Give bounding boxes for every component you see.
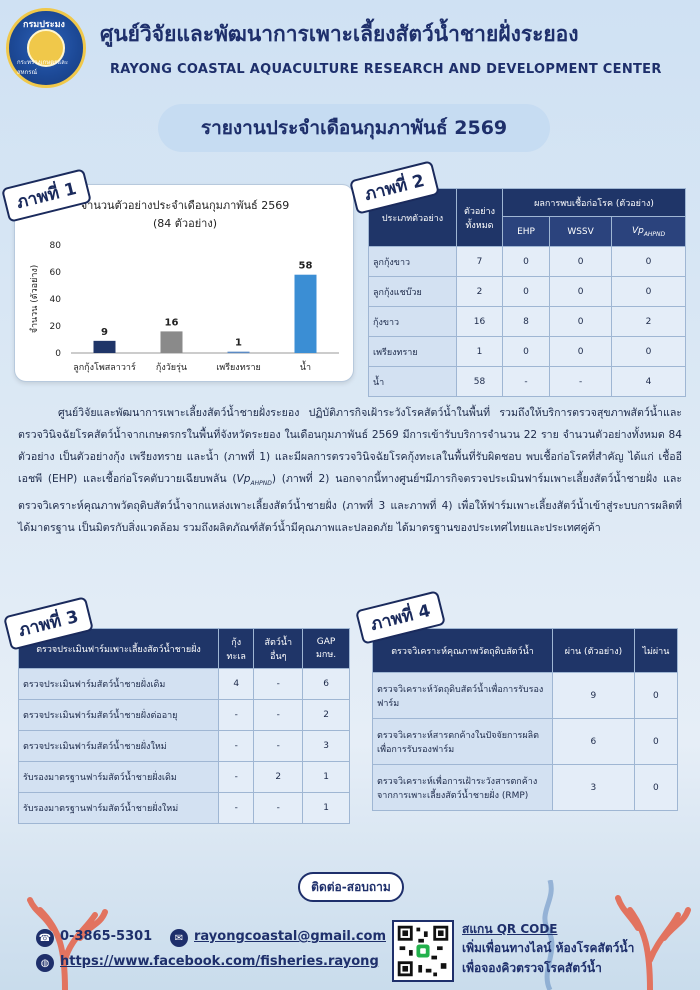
bar-chart bbox=[15, 185, 355, 383]
cell-activity: ตรวจวิเคราะห์สารตกค้างในปัจจัยการผลิตเพื่อการรับรองฟาร์ม bbox=[373, 719, 553, 765]
paragraph-vp-sub: AHPND bbox=[250, 480, 272, 488]
col-ehp: EHP bbox=[503, 217, 550, 247]
summary-paragraph bbox=[18, 402, 682, 539]
cell-pass: 9 bbox=[553, 673, 635, 719]
cell-fail: 0 bbox=[634, 765, 677, 811]
table-row bbox=[369, 337, 686, 367]
table-row bbox=[369, 367, 686, 397]
cell-shrimp: - bbox=[219, 700, 254, 731]
table-row bbox=[19, 793, 350, 824]
bar bbox=[228, 352, 250, 354]
globe-icon: ◍ bbox=[36, 954, 54, 972]
col-inspection-activity: ตรวจประเมินฟาร์มเพาะเลี้ยงสัตว์น้ำชายฝั่ง bbox=[19, 629, 219, 669]
phone-icon: ☎ bbox=[36, 929, 54, 947]
table-row bbox=[19, 731, 350, 762]
coral-decoration-right bbox=[600, 830, 700, 990]
col-other-aquatic: สัตว์น้ำอื่นๆ bbox=[254, 629, 303, 669]
email-icon: ✉ bbox=[170, 929, 188, 947]
cell-shrimp: 4 bbox=[219, 669, 254, 700]
raw-material-analysis-table bbox=[372, 628, 678, 811]
phone-number[interactable]: 0-3865-5301 bbox=[60, 929, 153, 944]
bar bbox=[161, 331, 183, 353]
cell-sample-type: ลูกกุ้งแชบ๊วย bbox=[369, 277, 457, 307]
department-logo bbox=[6, 8, 86, 88]
cell-pass: 6 bbox=[553, 719, 635, 765]
cell-ehp: 0 bbox=[503, 277, 550, 307]
cell-fail: 0 bbox=[634, 719, 677, 765]
x-tick-label: ลูกกุ้งโพสลาวาร์ bbox=[73, 363, 136, 373]
cell-sample-type: น้ำ bbox=[369, 367, 457, 397]
center-title-thai: ศูนย์วิจัยและพัฒนาการเพาะเลี้ยงสัตว์น้ำชายฝั่งระยอง bbox=[100, 22, 579, 46]
cell-vp: 2 bbox=[612, 307, 686, 337]
cell-vp: 0 bbox=[612, 247, 686, 277]
table-row bbox=[373, 673, 678, 719]
cell-pass: 3 bbox=[553, 765, 635, 811]
email-link[interactable]: rayongcoastal@gmail.com bbox=[194, 929, 386, 944]
data-label: 9 bbox=[101, 326, 108, 338]
center-title-english: RAYONG COASTAL AQUACULTURE RESEARCH AND DEVELOPMENT CENTER bbox=[110, 62, 662, 77]
cell-activity: ตรวจประเมินฟาร์มสัตว์น้ำชายฝั่งใหม่ bbox=[19, 731, 219, 762]
col-sample-type: ประเภทตัวอย่าง bbox=[369, 189, 457, 247]
table-row bbox=[369, 277, 686, 307]
y-tick-label: 0 bbox=[55, 349, 61, 359]
paragraph-part-1: ศูนย์วิจัยและพัฒนาการเพาะเลี้ยงสัตว์น้ำชายฝั่งระยอง ปฏิบัติภารกิจเฝ้าระวังโรคสัตว์น้ำในพื้นที่ รวมถึงให้บริการตรวจสุขภาพสัตว์น้ำและตรวจวินิจฉัยโรคสัตว์น้ำจากเกษตรกรในพื้นที่จังหวัดระยอง ในเดือนกุมภาพันธ์ 2569 มีการเข้ารับบริการจำนวน 22 ราย จำนวนตัวอย่างทั้งหมด 84 ตัวอย่าง เป็นตัวอย่างกุ้ง เพรียงทราย และน้ำ (ภาพที่ 1) และมีผลการตรวจวินิจฉัยโรคกุ้งทะเลในพื้นที่รับผิดชอบ พบเชื้อก่อโรคที่สำคัญ ได้แก่ เชื้ออีเอชพี (EHP) และเชื้อก่อโรคตับวายเฉียบพลัน ( bbox=[18, 407, 682, 485]
cell-shrimp: - bbox=[219, 793, 254, 824]
cell-gap: 3 bbox=[303, 731, 350, 762]
cell-vp: 0 bbox=[612, 277, 686, 307]
table-row bbox=[369, 247, 686, 277]
cell-activity: รับรองมาตรฐานฟาร์มสัตว์น้ำชายฝั่งใหม่ bbox=[19, 793, 219, 824]
y-tick-label: 20 bbox=[49, 322, 61, 332]
col-shrimp: กุ้งทะเล bbox=[219, 629, 254, 669]
col-analysis-activity: ตรวจวิเคราะห์คุณภาพวัตถุดิบสัตว์น้ำ bbox=[373, 629, 553, 673]
chart-title: จำนวนตัวอย่างประจำเดือนกุมภาพันธ์ 2569 bbox=[80, 199, 290, 212]
col-fail: ไม่ผ่าน bbox=[634, 629, 677, 673]
y-tick-label: 60 bbox=[49, 268, 61, 278]
figure-4-label: ภาพที่ 4 bbox=[355, 590, 446, 645]
chart-subtitle: (84 ตัวอย่าง) bbox=[153, 217, 217, 230]
qr-code-icon[interactable] bbox=[392, 920, 454, 982]
bar bbox=[295, 275, 317, 353]
cell-wssv: 0 bbox=[550, 277, 612, 307]
paragraph-part-2: ) (ภาพที่ 2) นอกจากนี้ทางศูนย์ฯมีภารกิจตรวจประเมินฟาร์มเพาะเลี้ยงสัตว์น้ำชายฝั่ง และตรวจวิเคราะห์คุณภาพวัตถุดิบสัตว์น้ำจากแหล่งเพาะเลี้ยงสัตว์น้ำชายฝั่ง (ภาพที่ 3 และภาพที่ 4) เพื่อให้ฟาร์มเพาะเลี้ยงสัตว์น้ำเข้าสู่ระบบการผลิตที่ได้มาตรฐาน เป็นมิตรกับสิ่งแวดล้อม รวมถึงผลิตภัณฑ์สัตว์น้ำมีคุณภาพและปลอดภัย ได้มาตรฐานของประเทศไทยและประเทศคู่ค้า bbox=[18, 473, 683, 535]
figure-2-label: ภาพที่ 2 bbox=[349, 160, 440, 215]
table-row bbox=[373, 765, 678, 811]
contact-heading: ติดต่อ-สอบถาม bbox=[298, 872, 404, 902]
col-vp bbox=[612, 217, 686, 247]
logo-bottom-text: กระทรวงเกษตรและสหกรณ์ bbox=[17, 59, 69, 76]
paragraph-vp: Vp bbox=[236, 473, 251, 485]
data-label: 1 bbox=[235, 337, 242, 349]
cell-gap: 6 bbox=[303, 669, 350, 700]
cell-gap: 1 bbox=[303, 793, 350, 824]
cell-fail: 0 bbox=[634, 673, 677, 719]
cell-vp: 0 bbox=[612, 337, 686, 367]
cell-sample-type: ลูกกุ้งขาว bbox=[369, 247, 457, 277]
qr-line-1: เพิ่มเพื่อนทางไลน์ ห้องโรคสัตว์น้ำ bbox=[462, 941, 635, 955]
bar bbox=[94, 341, 116, 353]
col-vp-main: Vp bbox=[631, 225, 644, 236]
cell-gap: 1 bbox=[303, 762, 350, 793]
cell-total: 58 bbox=[457, 367, 503, 397]
cell-ehp: - bbox=[503, 367, 550, 397]
cell-sample-type: กุ้งขาว bbox=[369, 307, 457, 337]
cell-ehp: 0 bbox=[503, 247, 550, 277]
table-row bbox=[19, 700, 350, 731]
cell-activity: ตรวจวิเคราะห์วัตถุดิบสัตว์น้ำเพื่อการรับรองฟาร์ม bbox=[373, 673, 553, 719]
x-tick-label: กุ้งวัยรุ่น bbox=[155, 363, 188, 373]
cell-total: 2 bbox=[457, 277, 503, 307]
table-row bbox=[373, 719, 678, 765]
cell-ehp: 0 bbox=[503, 337, 550, 367]
cell-gap: 2 bbox=[303, 700, 350, 731]
report-title: รายงานประจำเดือนกุมภาพันธ์ 2569 bbox=[158, 104, 550, 152]
table-row bbox=[19, 762, 350, 793]
y-axis-label: จำนวน (ตัวอย่าง) bbox=[30, 264, 40, 334]
cell-wssv: 0 bbox=[550, 337, 612, 367]
cell-activity: ตรวจประเมินฟาร์มสัตว์น้ำชายฝั่งต่ออายุ bbox=[19, 700, 219, 731]
cell-total: 7 bbox=[457, 247, 503, 277]
cell-wssv: - bbox=[550, 367, 612, 397]
figure-3-label: ภาพที่ 3 bbox=[3, 596, 94, 651]
cell-other: - bbox=[254, 731, 303, 762]
data-label: 58 bbox=[298, 260, 313, 272]
cell-activity: รับรองมาตรฐานฟาร์มสัตว์น้ำชายฝั่งเดิม bbox=[19, 762, 219, 793]
col-gap: GAP มกษ. bbox=[303, 629, 350, 669]
col-wssv: WSSV bbox=[550, 217, 612, 247]
cell-total: 16 bbox=[457, 307, 503, 337]
table-row bbox=[19, 669, 350, 700]
cell-vp: 4 bbox=[612, 367, 686, 397]
cell-other: 2 bbox=[254, 762, 303, 793]
x-tick-label: น้ำ bbox=[299, 363, 312, 373]
cell-other: - bbox=[254, 669, 303, 700]
facebook-link[interactable]: https://www.facebook.com/fisheries.rayong bbox=[60, 954, 379, 969]
cell-total: 1 bbox=[457, 337, 503, 367]
col-pass: ผ่าน (ตัวอย่าง) bbox=[553, 629, 635, 673]
cell-ehp: 8 bbox=[503, 307, 550, 337]
cell-other: - bbox=[254, 700, 303, 731]
pathogen-results-table bbox=[368, 188, 686, 397]
col-vp-sub: AHPND bbox=[643, 230, 666, 238]
cell-shrimp: - bbox=[219, 731, 254, 762]
cell-activity: ตรวจประเมินฟาร์มสัตว์น้ำชายฝั่งเดิม bbox=[19, 669, 219, 700]
farm-inspection-table bbox=[18, 628, 350, 824]
figure-1-label: ภาพที่ 1 bbox=[1, 168, 92, 223]
col-total-samples: ตัวอย่างทั้งหมด bbox=[457, 189, 503, 247]
table-row bbox=[369, 307, 686, 337]
cell-sample-type: เพรียงทราย bbox=[369, 337, 457, 367]
cell-activity: ตรวจวิเคราะห์เพื่อการเฝ้าระวังสารตกค้างจากการเพาะเลี้ยงสัตว์น้ำชายฝั่ง (RMP) bbox=[373, 765, 553, 811]
x-tick-label: เพรียงทราย bbox=[216, 363, 261, 373]
col-pathogen-results: ผลการพบเชื้อก่อโรค (ตัวอย่าง) bbox=[503, 189, 686, 217]
cell-shrimp: - bbox=[219, 762, 254, 793]
data-label: 16 bbox=[164, 317, 179, 329]
y-tick-label: 40 bbox=[49, 295, 61, 305]
cell-wssv: 0 bbox=[550, 307, 612, 337]
cell-wssv: 0 bbox=[550, 247, 612, 277]
logo-top-text: กรมประมง bbox=[23, 20, 65, 30]
qr-line-2: เพื่อจองคิวตรวจโรคสัตว์น้ำ bbox=[462, 961, 602, 975]
qr-title: สแกน QR CODE bbox=[462, 922, 558, 936]
chart-card bbox=[14, 184, 354, 382]
y-tick-label: 80 bbox=[49, 241, 61, 251]
cell-other: - bbox=[254, 793, 303, 824]
